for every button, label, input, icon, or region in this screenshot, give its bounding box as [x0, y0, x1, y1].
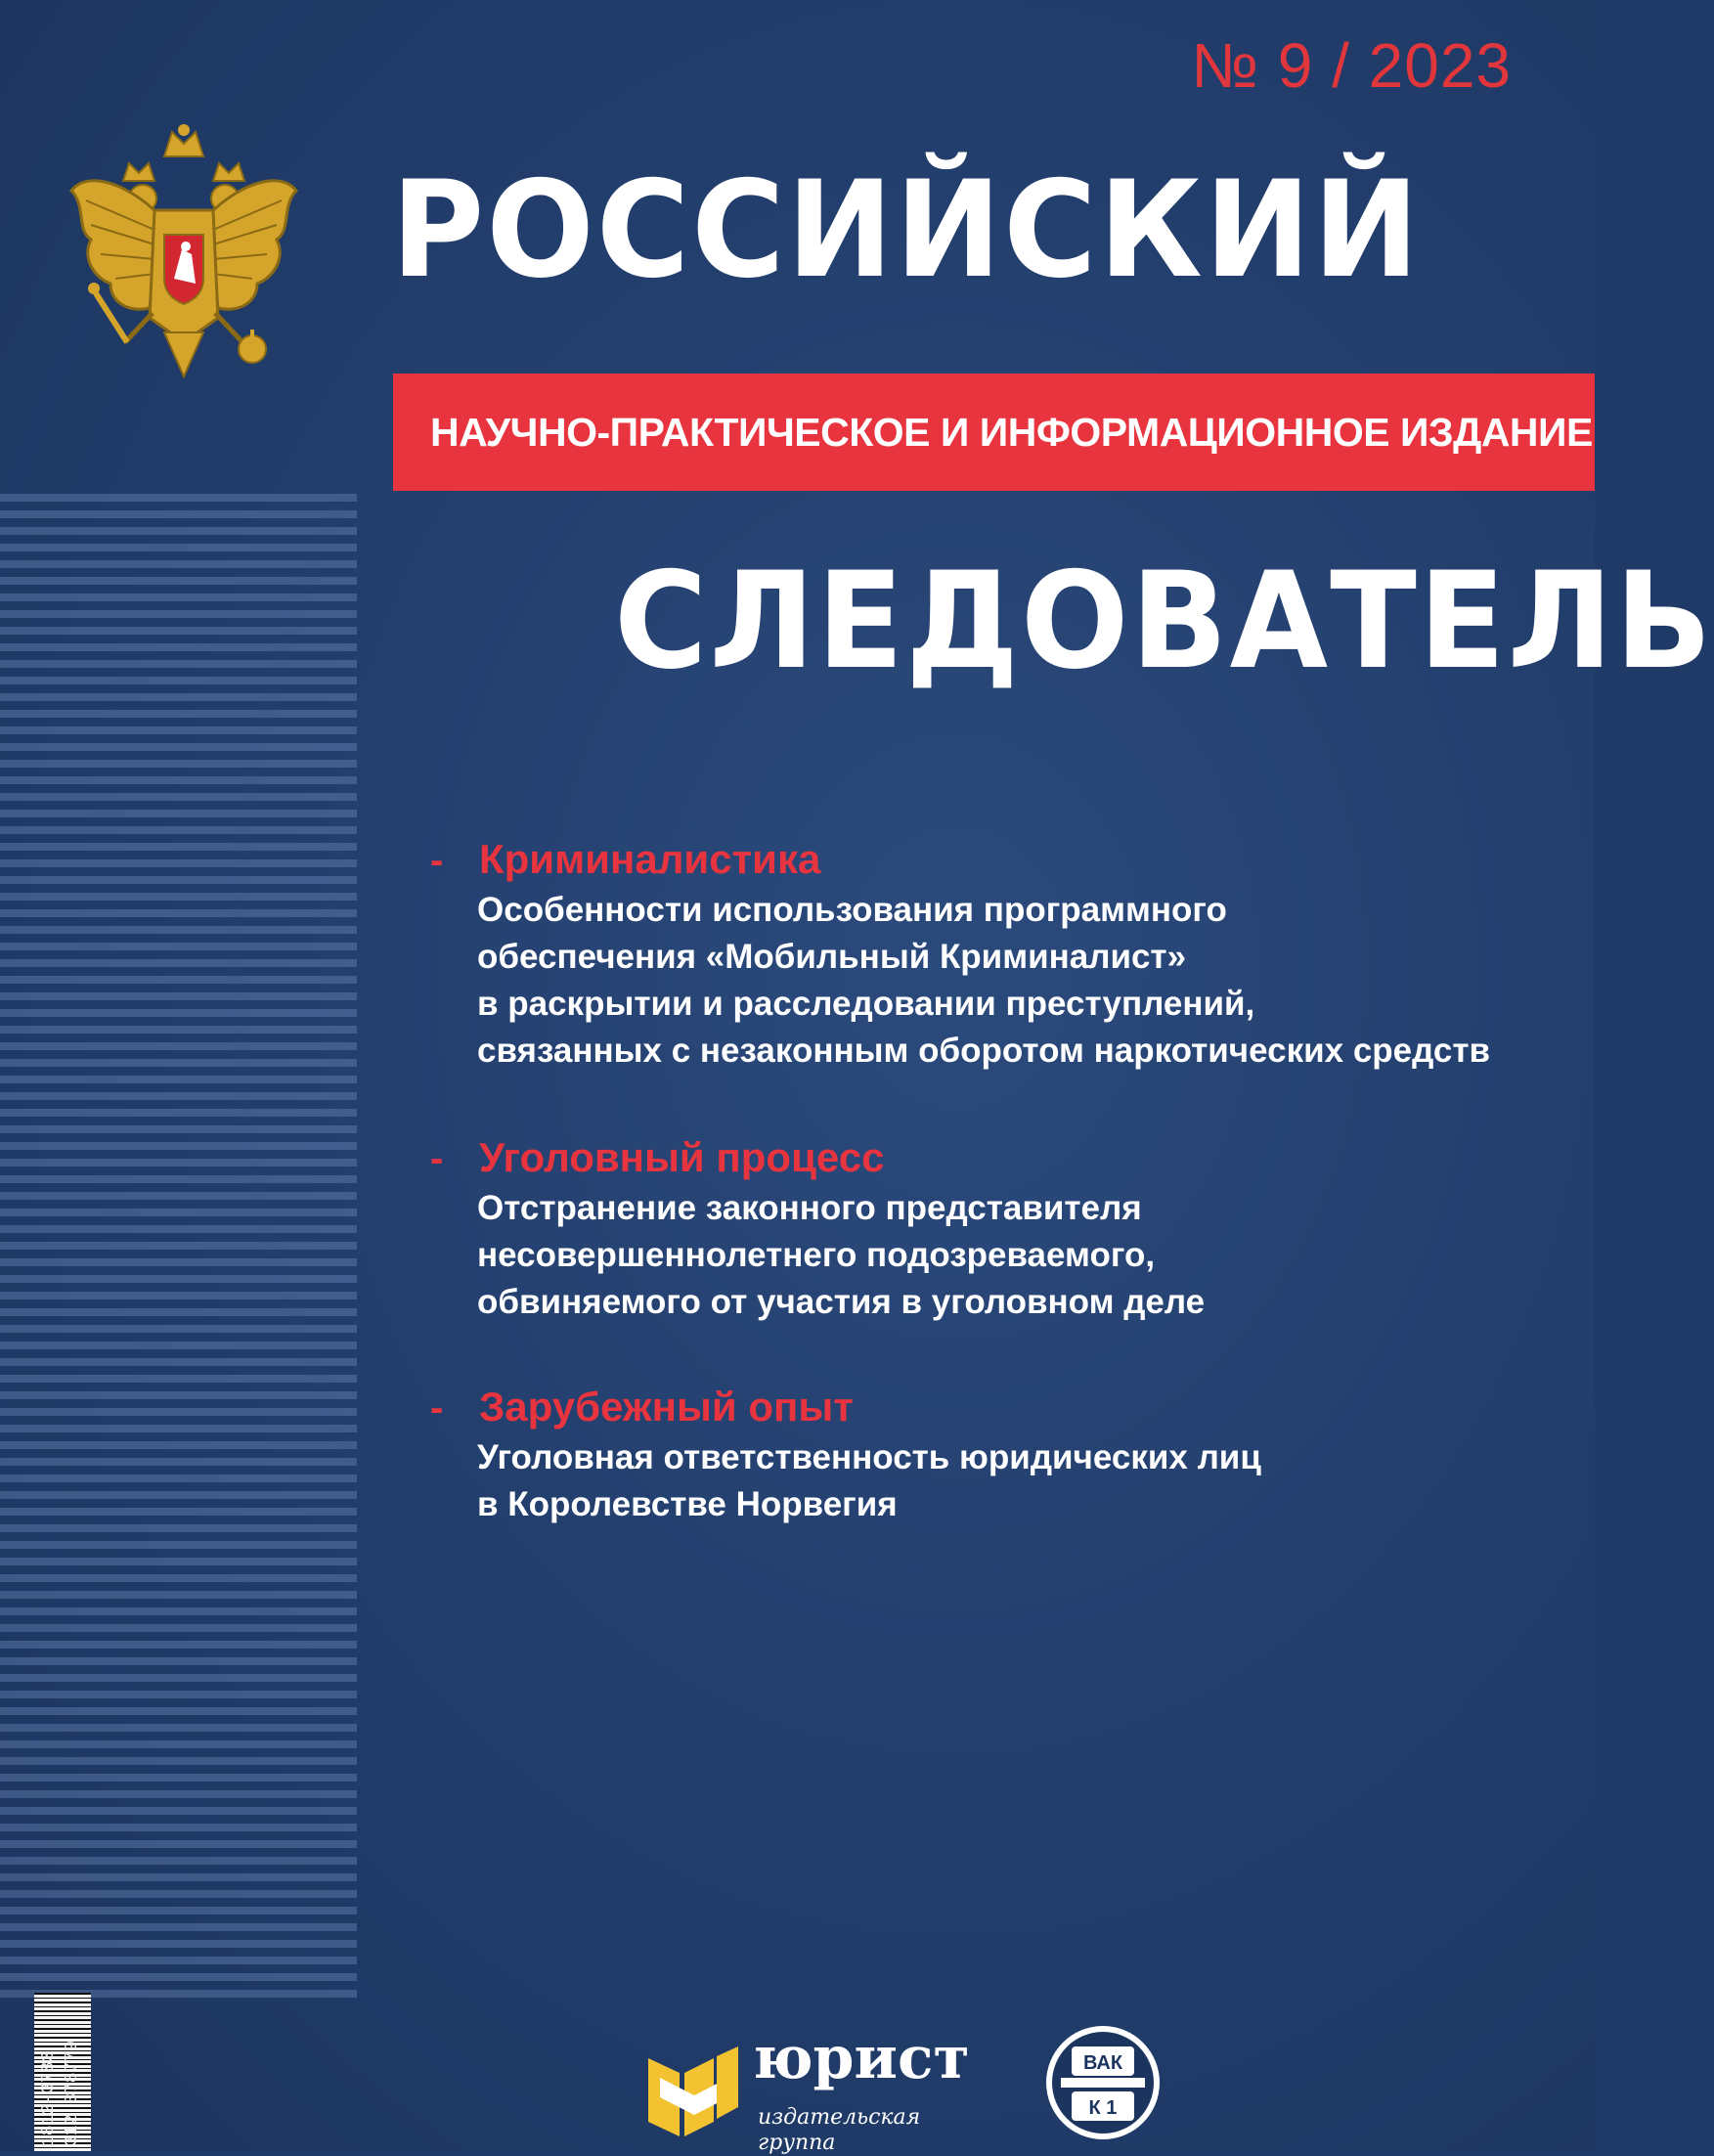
rubric-line: обвиняемого от участия в уголовном деле: [477, 1283, 1206, 1321]
rubric-line: обеспечения «Мобильный Криминалист»: [477, 938, 1187, 976]
russian-emblem-icon: [66, 122, 301, 386]
title-line-2: СЛЕДОВАТЕЛЬ: [614, 543, 1714, 699]
rubric-title: Уголовный процесс: [479, 1134, 885, 1180]
striped-decoration: [0, 494, 357, 2004]
issue-number: № 9 / 2023: [1191, 30, 1512, 101]
rubric-line: Отстранение законного представителя: [477, 1189, 1142, 1227]
subtitle-banner: [393, 374, 1595, 491]
barcode-number: 312 378779: [63, 2040, 82, 2146]
vak-bottom-text: К 1: [1088, 2097, 1118, 2119]
rubric-line: Особенности использования программного: [477, 891, 1227, 929]
rubric-dash: -: [430, 839, 444, 882]
rubric-dash: -: [430, 1137, 444, 1180]
vak-badge-icon: [1039, 2019, 1166, 2146]
rubric-criminalistics: [430, 836, 1490, 1075]
publisher-logo: [640, 2024, 973, 2155]
subtitle-banner-text: НАУЧНО-ПРАКТИЧЕСКОЕ И ИНФОРМАЦИОННОЕ ИЗДАНИЕ: [430, 409, 1593, 455]
rubric-line: Уголовная ответственность юридических лиц: [477, 1438, 1261, 1476]
rubric-title: Криминалистика: [479, 836, 821, 882]
rubric-line: в Королевстве Норвегия: [477, 1485, 898, 1523]
rubric-description: [477, 1185, 1205, 1326]
title-line-1: РОССИЙСКИЙ: [391, 152, 1422, 308]
issn-text: 1812-3783: [39, 2050, 59, 2146]
publisher-subtitle: [758, 2105, 920, 2156]
rubric-line: связанных с незаконным оборотом наркотических средств: [477, 1032, 1491, 1070]
yurist-book-icon: [640, 2039, 748, 2146]
publisher-subtitle-line: издательская: [758, 2105, 921, 2130]
rubric-line: в раскрытии и расследовании преступлений,: [477, 985, 1255, 1023]
rubric-criminal-procedure: [430, 1134, 1205, 1326]
rubric-title: Зарубежный опыт: [479, 1384, 854, 1430]
rubric-line: несовершеннолетнего подозреваемого,: [477, 1236, 1156, 1274]
rubric-dash: -: [430, 1386, 444, 1430]
rubric-description: [477, 1434, 1261, 1528]
rubric-description: [477, 887, 1490, 1075]
publisher-subtitle-line: группа: [758, 2131, 836, 2155]
rubric-foreign-experience: [430, 1384, 1261, 1528]
vak-top-text: ВАК: [1082, 2052, 1123, 2074]
publisher-name: юрист: [753, 2024, 970, 2092]
